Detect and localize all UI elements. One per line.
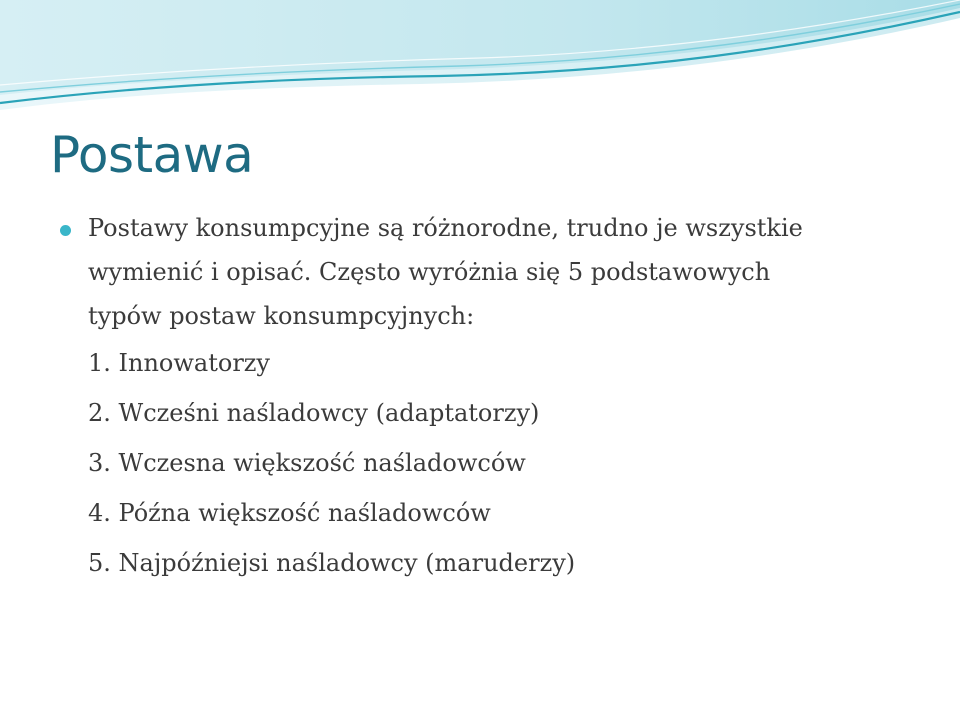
intro-text: Postawy konsumpcyjne są różnorodne, trudno je wszystkie wymienić i opisać. Często wyróżnia się 5 podstawowych typów postaw konsumpcyjnych:: [88, 214, 803, 330]
slide-content: [58, 206, 918, 588]
decorative-wave-header: [0, 0, 960, 115]
list-item: 3. Wczesna większość naśladowców: [88, 449, 526, 477]
attitude-types-list: [58, 338, 918, 588]
list-item: 5. Najpóźniejsi naśladowcy (maruderzy): [88, 549, 576, 577]
list-item: 4. Późna większość naśladowców: [88, 499, 491, 527]
list-item: 2. Wcześni naśladowcy (adaptatorzy): [88, 399, 540, 427]
list-item: 1. Innowatorzy: [88, 349, 270, 377]
bullet-dot-icon: [60, 225, 71, 236]
intro-paragraph: [58, 206, 848, 338]
slide-title: Postawa: [50, 126, 254, 184]
